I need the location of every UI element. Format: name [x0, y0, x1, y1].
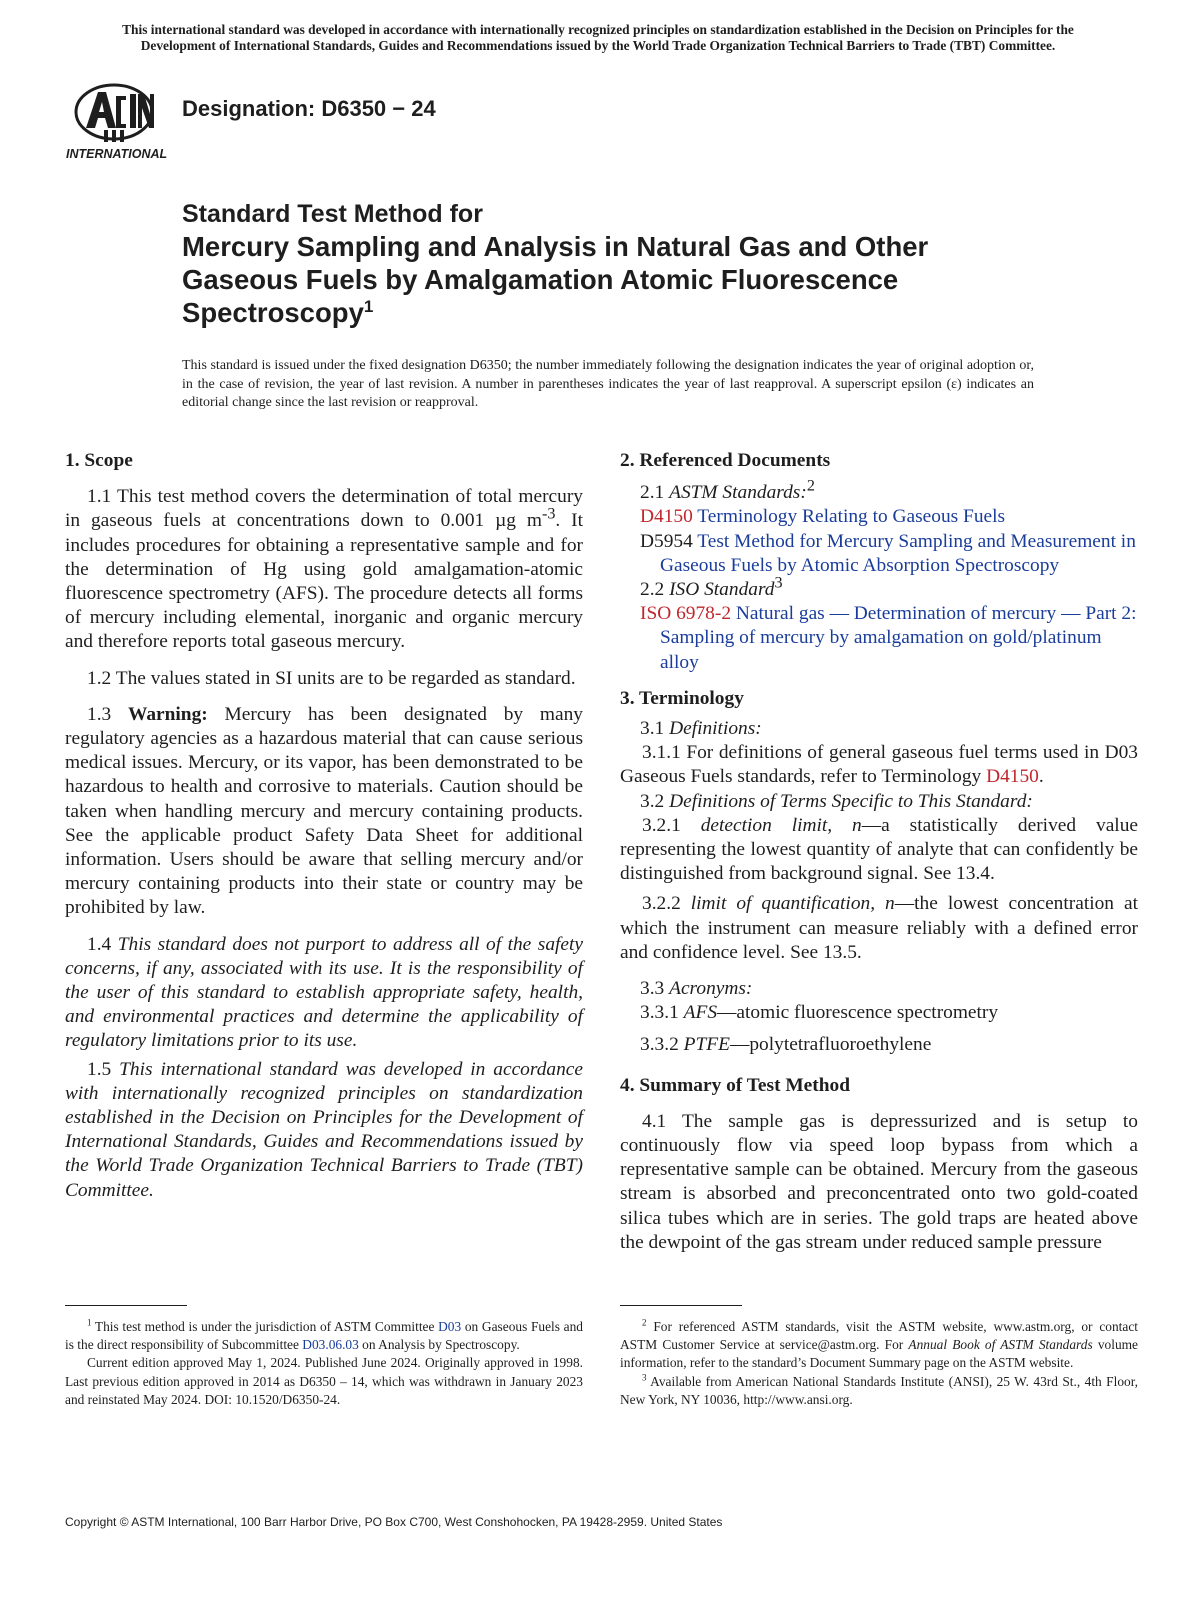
term-3-2-2: [620, 892, 1138, 965]
scope-1-3-text: Mercury has been designated by many regulatory agencies as a hazardous material that can cause serious medical issues. Mercury, or its vapor, has been demonstrated to be hazardous to health and corrosive to materials. Caution should be taken when handling mercury and mercury containing products. See the applicable product Safety Data Sheet for additional information. Users should be aware that selling mercury and/or mercury containing products into their state or country may be prohibited by law.: [65, 703, 583, 919]
ref-d5954: [620, 530, 1138, 578]
iso-standard-num: 2.2: [640, 579, 670, 601]
term-3-2-1-text: —a statistically derived value representing the lowest quantity of analyte that can confidently be distinguished from background signal. See 13.4.: [620, 814, 1138, 885]
term-3-3-1-text: —atomic fluorescence spectrometry: [717, 1002, 999, 1024]
committee-d03-link[interactable]: D03: [438, 1319, 462, 1334]
title-line-1: Standard Test Method for: [182, 200, 483, 228]
astm-standards-num: 2.1: [640, 482, 670, 504]
term-3-2-num: 3.2: [640, 790, 670, 812]
term-3-2: [620, 790, 1138, 814]
footnote-3-text: Available from American National Standards Institute (ANSI), 25 W. 43rd St., 4th Floor, New York, NY 10036, http://www.ansi.org.: [620, 1373, 1138, 1407]
footnote-2-text-b: volume information, refer to the standard’s Document Summary page on the ASTM website.: [620, 1337, 1139, 1371]
scope-1-4-num: 1.4: [87, 933, 118, 955]
scope-1-1-text-a: 1.1 This test method covers the determination of total mercury in gaseous fuels at concentrations down to 0.001 µg m: [65, 486, 583, 532]
scope-1-4-text: This standard does not purport to address all of the safety concerns, if any, associated with its use. It is the responsibility of the user of this standard to establish appropriate safety, health, and environmental practices and determine the applicability of regulatory limitations prior to its use.: [65, 933, 583, 1052]
footnote-2-mark: 2: [642, 1317, 647, 1328]
ref-d5954-code: D5954: [640, 530, 693, 552]
ref-d5954-title[interactable]: Test Method for Mercury Sampling and Measurement in Gaseous Fuels by Atomic Absorption Spectroscopy: [660, 530, 1136, 576]
footnote-2-text-a: For referenced ASTM standards, visit the ASTM website, www.astm.org, or contact ASTM Customer Service at service@astm.org. For: [620, 1319, 1138, 1353]
term-3-1-1-text: 3.1.1 For definitions of general gaseous fuel terms used in D03 Gaseous Fuels standards, refer to Terminology: [620, 742, 1138, 788]
footnote-3: [620, 1373, 1138, 1409]
footnote-2-book-title: Annual Book of ASTM Standards: [908, 1337, 1093, 1353]
term-3-1-title: Definitions:: [669, 718, 762, 740]
footnote-rule-right: [620, 1305, 742, 1306]
scope-1-1-text-b: . It includes procedures for obtaining a representative sample and for the determination of Hg using gold amalgamation-atomic fluorescence spectrometry (AFS). The procedure detects all forms of mercury including elemental, inorganic and organic mercury and therefore reports total gaseous mercury.: [65, 510, 583, 653]
title-line-2: Mercury Sampling and Analysis in Natural Gas and Other: [182, 231, 929, 262]
scope-1-1: [65, 485, 583, 654]
term-3-1-1-end: .: [1038, 766, 1044, 788]
section-heading-referenced-documents: 2. Referenced Documents: [620, 450, 831, 471]
footnotes-right: [620, 1318, 1138, 1409]
left-column: [65, 449, 583, 1215]
scope-1-5-num: 1.5: [87, 1058, 120, 1080]
astm-logo: [64, 82, 168, 164]
ref-d4150-title[interactable]: Terminology Relating to Gaseous Fuels: [692, 506, 1006, 528]
scope-1-4: [65, 933, 583, 1054]
scope-1-3-num: 1.3: [87, 703, 129, 725]
scope-1-2: 1.2 The values stated in SI units are to be regarded as standard.: [87, 667, 576, 689]
term-3-2-1-term: detection limit, n: [700, 814, 862, 836]
footnotes-left: [65, 1318, 583, 1409]
footnote-3-mark: 3: [642, 1372, 647, 1383]
term-3-3-1-num: 3.3.1: [640, 1002, 684, 1024]
iso-standard-sup: 3: [774, 574, 783, 592]
ref-iso-6978-2: [620, 602, 1138, 675]
term-3-2-title: Definitions of Terms Specific to This Standard:: [669, 790, 1033, 812]
footnote-2: [620, 1318, 1138, 1373]
notice-line-1: This international standard was developed in accordance with internationally recognized principles on standardization established in the Decision on Principles for the: [122, 22, 1074, 37]
astm-standards-sup: 2: [806, 477, 815, 495]
term-3-3-2-num: 3.3.2: [640, 1034, 684, 1056]
term-3-3-title: Acronyms:: [669, 978, 753, 1000]
title-line-4: [182, 296, 1082, 329]
term-3-1-num: 3.1: [640, 718, 670, 740]
designation: Designation: D6350 − 24: [182, 96, 436, 121]
title-footnote-mark: 1: [363, 296, 374, 316]
title-line-4-text: Spectroscopy: [182, 297, 364, 328]
section-heading-summary: 4. Summary of Test Method: [620, 1074, 850, 1096]
notice-line-2: Development of International Standards, Guides and Recommendations issued by the World Trade Organization Technical Barriers to Trade (TBT) Committee.: [140, 38, 1056, 53]
term-3-3-2-term: PTFE: [683, 1034, 730, 1056]
scope-1-5-text: This international standard was developed in accordance with internationally recognized principles on standardization established in the Decision on Principles for the Development of International Standards, Guides and Recommendations issued by the World Trade Organization Technical Barriers to Trade (TBT) Committee.: [65, 1058, 583, 1201]
term-3-1-1: [620, 741, 1138, 789]
term-3-2-2-num: 3.2.2: [642, 893, 691, 915]
term-3-3-num: 3.3: [640, 978, 670, 1000]
logo-text: INTERNATIONAL: [66, 147, 168, 161]
footnote-1-edition: Current edition approved May 1, 2024. Published June 2024. Originally approved in 1998. Last previous edition approved in 2014 as D6350 – 14, which was withdrawn in January 2023 and reinstated May 2024. DOI: 10.1520/D6350-24.: [65, 1355, 583, 1407]
footnote-1-text-a: This test method is under the jurisdiction of ASTM Committee: [91, 1319, 439, 1334]
right-column: [620, 449, 1138, 1267]
term-3-2-1: [620, 814, 1138, 887]
summary-4-1: 4.1 The sample gas is depressurized and is setup to continuously flow via speed loop bypass from which a representative sample can be obtained. Mercury from the gaseous stream is absorbed and preconcentrated onto two gold-coated silica tubes which are in series. The gold traps are heated above the dewpoint of the gas stream under reduced sample pressure: [620, 1110, 1138, 1253]
iso-standard-title: ISO Standard: [669, 579, 775, 601]
document-title: [182, 198, 1082, 329]
term-3-3-1: [620, 1001, 1138, 1025]
footnote-1-text-b: on Gaseous Fuels and is the direct responsibility of Subcommittee: [65, 1319, 583, 1353]
term-3-2-1-num: 3.2.1: [642, 814, 701, 836]
iso-standard-label: [620, 574, 1138, 602]
term-3-3-1-term: AFS: [683, 1002, 718, 1024]
term-d4150-link[interactable]: D4150: [986, 766, 1039, 788]
scope-1-1-sup: -3: [541, 505, 556, 523]
scope-1-3: [65, 703, 583, 921]
scope-1-5: [65, 1058, 583, 1203]
ref-d4150: [620, 505, 1138, 529]
term-3-2-2-term: limit of quantification, n: [690, 893, 895, 915]
copyright-line: Copyright © ASTM International, 100 Barr Harbor Drive, PO Box C700, West Conshohocken, PA 19428-2959. United States: [65, 1515, 723, 1529]
term-3-3-2-text: —polytetrafluoroethylene: [729, 1034, 932, 1056]
term-3-1: [620, 717, 1138, 741]
section-heading-terminology: 3. Terminology: [620, 687, 744, 709]
astm-standards-title: ASTM Standards:: [669, 482, 807, 504]
subcommittee-link[interactable]: D03.06.03: [302, 1337, 359, 1353]
ref-iso-title[interactable]: Natural gas — Determination of mercury — Part 2: Sampling of mercury by amalgamation on gold/platinum alloy: [660, 603, 1137, 673]
ref-d4150-link[interactable]: D4150: [640, 506, 693, 528]
ref-iso-link[interactable]: ISO 6978-2: [640, 603, 732, 625]
section-heading-scope: 1. Scope: [65, 450, 133, 471]
warning-label: Warning:: [128, 703, 208, 725]
term-3-3: [620, 977, 1138, 1001]
term-3-3-2: [620, 1033, 1138, 1057]
title-line-3: Gaseous Fuels by Amalgamation Atomic Fluorescence: [182, 264, 899, 295]
footnote-1-text-c: on Analysis by Spectroscopy.: [358, 1337, 520, 1353]
term-3-2-2-text: —the lowest concentration at which the instrument can measure reliably with a defined error and confidence level. See 13.5.: [620, 893, 1138, 963]
issued-note: This standard is issued under the fixed designation D6350; the number immediately following the designation indicates the year of original adoption or, in the case of revision, the year of last revision. A number in parentheses indicates the year of last reapproval. A superscript epsilon (ε) indicates an editorial change since the last revision or reapproval.: [182, 358, 1034, 410]
footnote-rule-left: [65, 1305, 187, 1306]
footnote-1: [65, 1318, 583, 1354]
footnote-1-mark: 1: [87, 1317, 92, 1328]
astm-standards-label: [620, 477, 1138, 505]
development-notice: [40, 22, 1156, 54]
